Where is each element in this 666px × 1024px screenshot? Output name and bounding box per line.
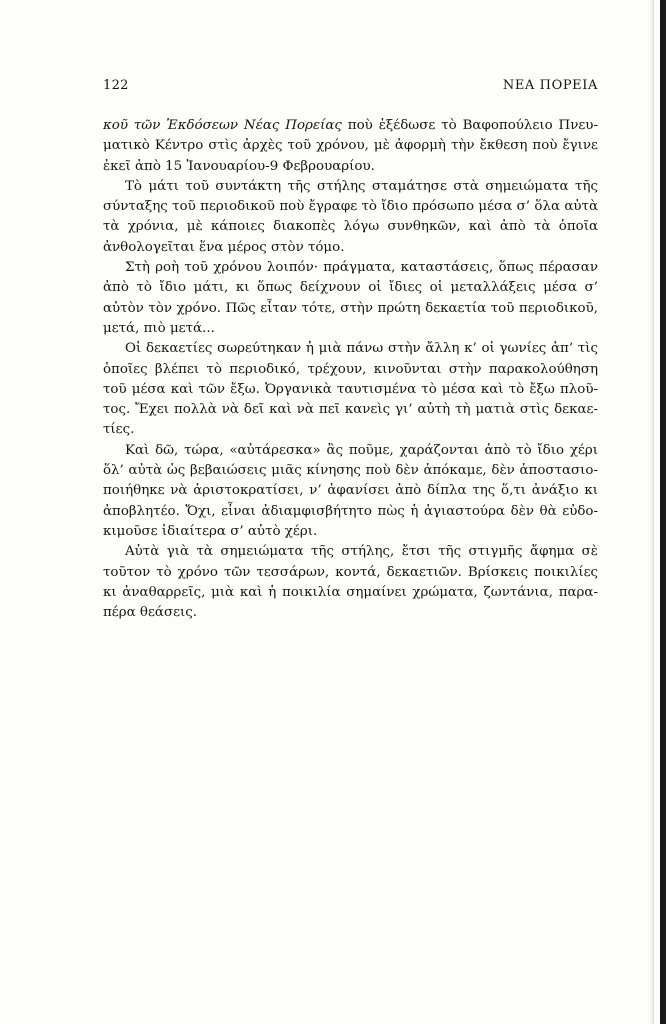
- paragraph-5: Καὶ δῶ, τώρα, «αὐτάρεσκα» ἂς ποῦμε, χαράζονται ἀπὸ τὸ ἴδιο χέρι ὅλ’ αὐτὰ ὡς βεβαιώσεις μιᾶς κίνησης ποὺ δὲν ἀπόκαμε, δὲν ἀποστασιοποιήθηκε νὰ ἀριστοκρατίσει, ν’ ἀφανίσει ἀπὸ δίπλα της ὅ,τι ἀνάξιο κι ἀποβλητέο. Ὄχι, εἶναι ἀδιαμφισβήτητο πὼς ἡ ἁγιαστούρα δὲν θὰ εὐδοκιμοῦσε ἰδιαίτερα σ’ αὐτὸ χέρι.: [103, 442, 598, 539]
- paragraph-2: Τὸ μάτι τοῦ συντάκτη τῆς στήλης σταμάτησε στὰ σημειώματα τῆς σύνταξης τοῦ περιοδικοῦ ποὺ ἔγραφε τὸ ἴδιο πρόσωπο μέσα σ’ ὅλα αὐτὰ τὰ χρόνια, μὲ κάποιες διακοπὲς λόγω συνθηκῶν, καὶ ἀπὸ τὰ ὁποῖα ἀνθολογεῖται ἕνα μέρος στὸν τόμο.: [103, 178, 598, 255]
- journal-title: ΝΕΑ ΠΟΡΕΙΑ: [502, 78, 598, 93]
- paragraph-6: Αὐτὰ γιὰ τὰ σημειώματα τῆς στήλης, ἔτσι τῆς στιγμῆς ἄφημα σὲ τοῦτον τὸ χρόνο τῶν τεσσάρων, κοντά, δεκαετιῶν. Βρίσκεις ποικιλίες κι ἀναθαρρεῖς, μιὰ καὶ ἡ ποικιλία σημαίνει χρώματα, ζωντάνια, παραπέρα θεάσεις.: [103, 544, 598, 621]
- paragraph-1: [103, 116, 598, 177]
- page-number: 122: [103, 78, 129, 93]
- page-edge-shadow: [650, 0, 654, 1024]
- paragraph-3: Στὴ ροὴ τοῦ χρόνου λοιπόν· πράγματα, καταστάσεις, ὅπως πέρασαν ἀπὸ τὸ ἴδιο μάτι, κι ὅπως δείχνουν οἱ ἴδιες οἱ μεταλλάξεις μέσα σ’ αὐτὸν τὸν χρόνο. Πῶς εἶταν τότε, στὴν πρώτη δεκαετία τοῦ περιοδικοῦ, μετά, πιὸ μετά...: [103, 260, 598, 336]
- italic-publication-name: κοῦ τῶν Ἐκδόσεων Νέας Πορείας: [103, 118, 342, 133]
- paragraph-1-text: ποὺ ἐξέδωσε τὸ Βαφοπούλειο Πνευματικὸ Κέντρο στὶς ἀρχὲς τοῦ χρόνου, μὲ ἀφορμὴ τὴν ἔκθεση ποὺ ἔγινε ἐκεῖ ἀπὸ 15 Ἰανουαρίου-9 Φεβρουαρίου.: [103, 118, 598, 174]
- body-text: [103, 116, 598, 623]
- running-head: [103, 78, 598, 98]
- paragraph-4: Οἱ δεκαετίες σωρεύτηκαν ἡ μιὰ πάνω στὴν ἄλλη κ’ οἱ γωνίες ἀπ’ τὶς ὁποῖες βλέπει τὸ περιοδικό, τρέχουν, κινοῦνται στὴν παρακολούθηση τοῦ μέσα καὶ τῶν ἔξω. Ὀργανικὰ ταυτισμένα τὸ μέσα καὶ τὸ ἔξω πλοῦτος. Ἔχει πολλὰ νὰ δεῖ καὶ νὰ πεῖ κανεὶς γι’ αὐτὴ τὴ ματιὰ στὶς δεκαετίες.: [103, 341, 598, 438]
